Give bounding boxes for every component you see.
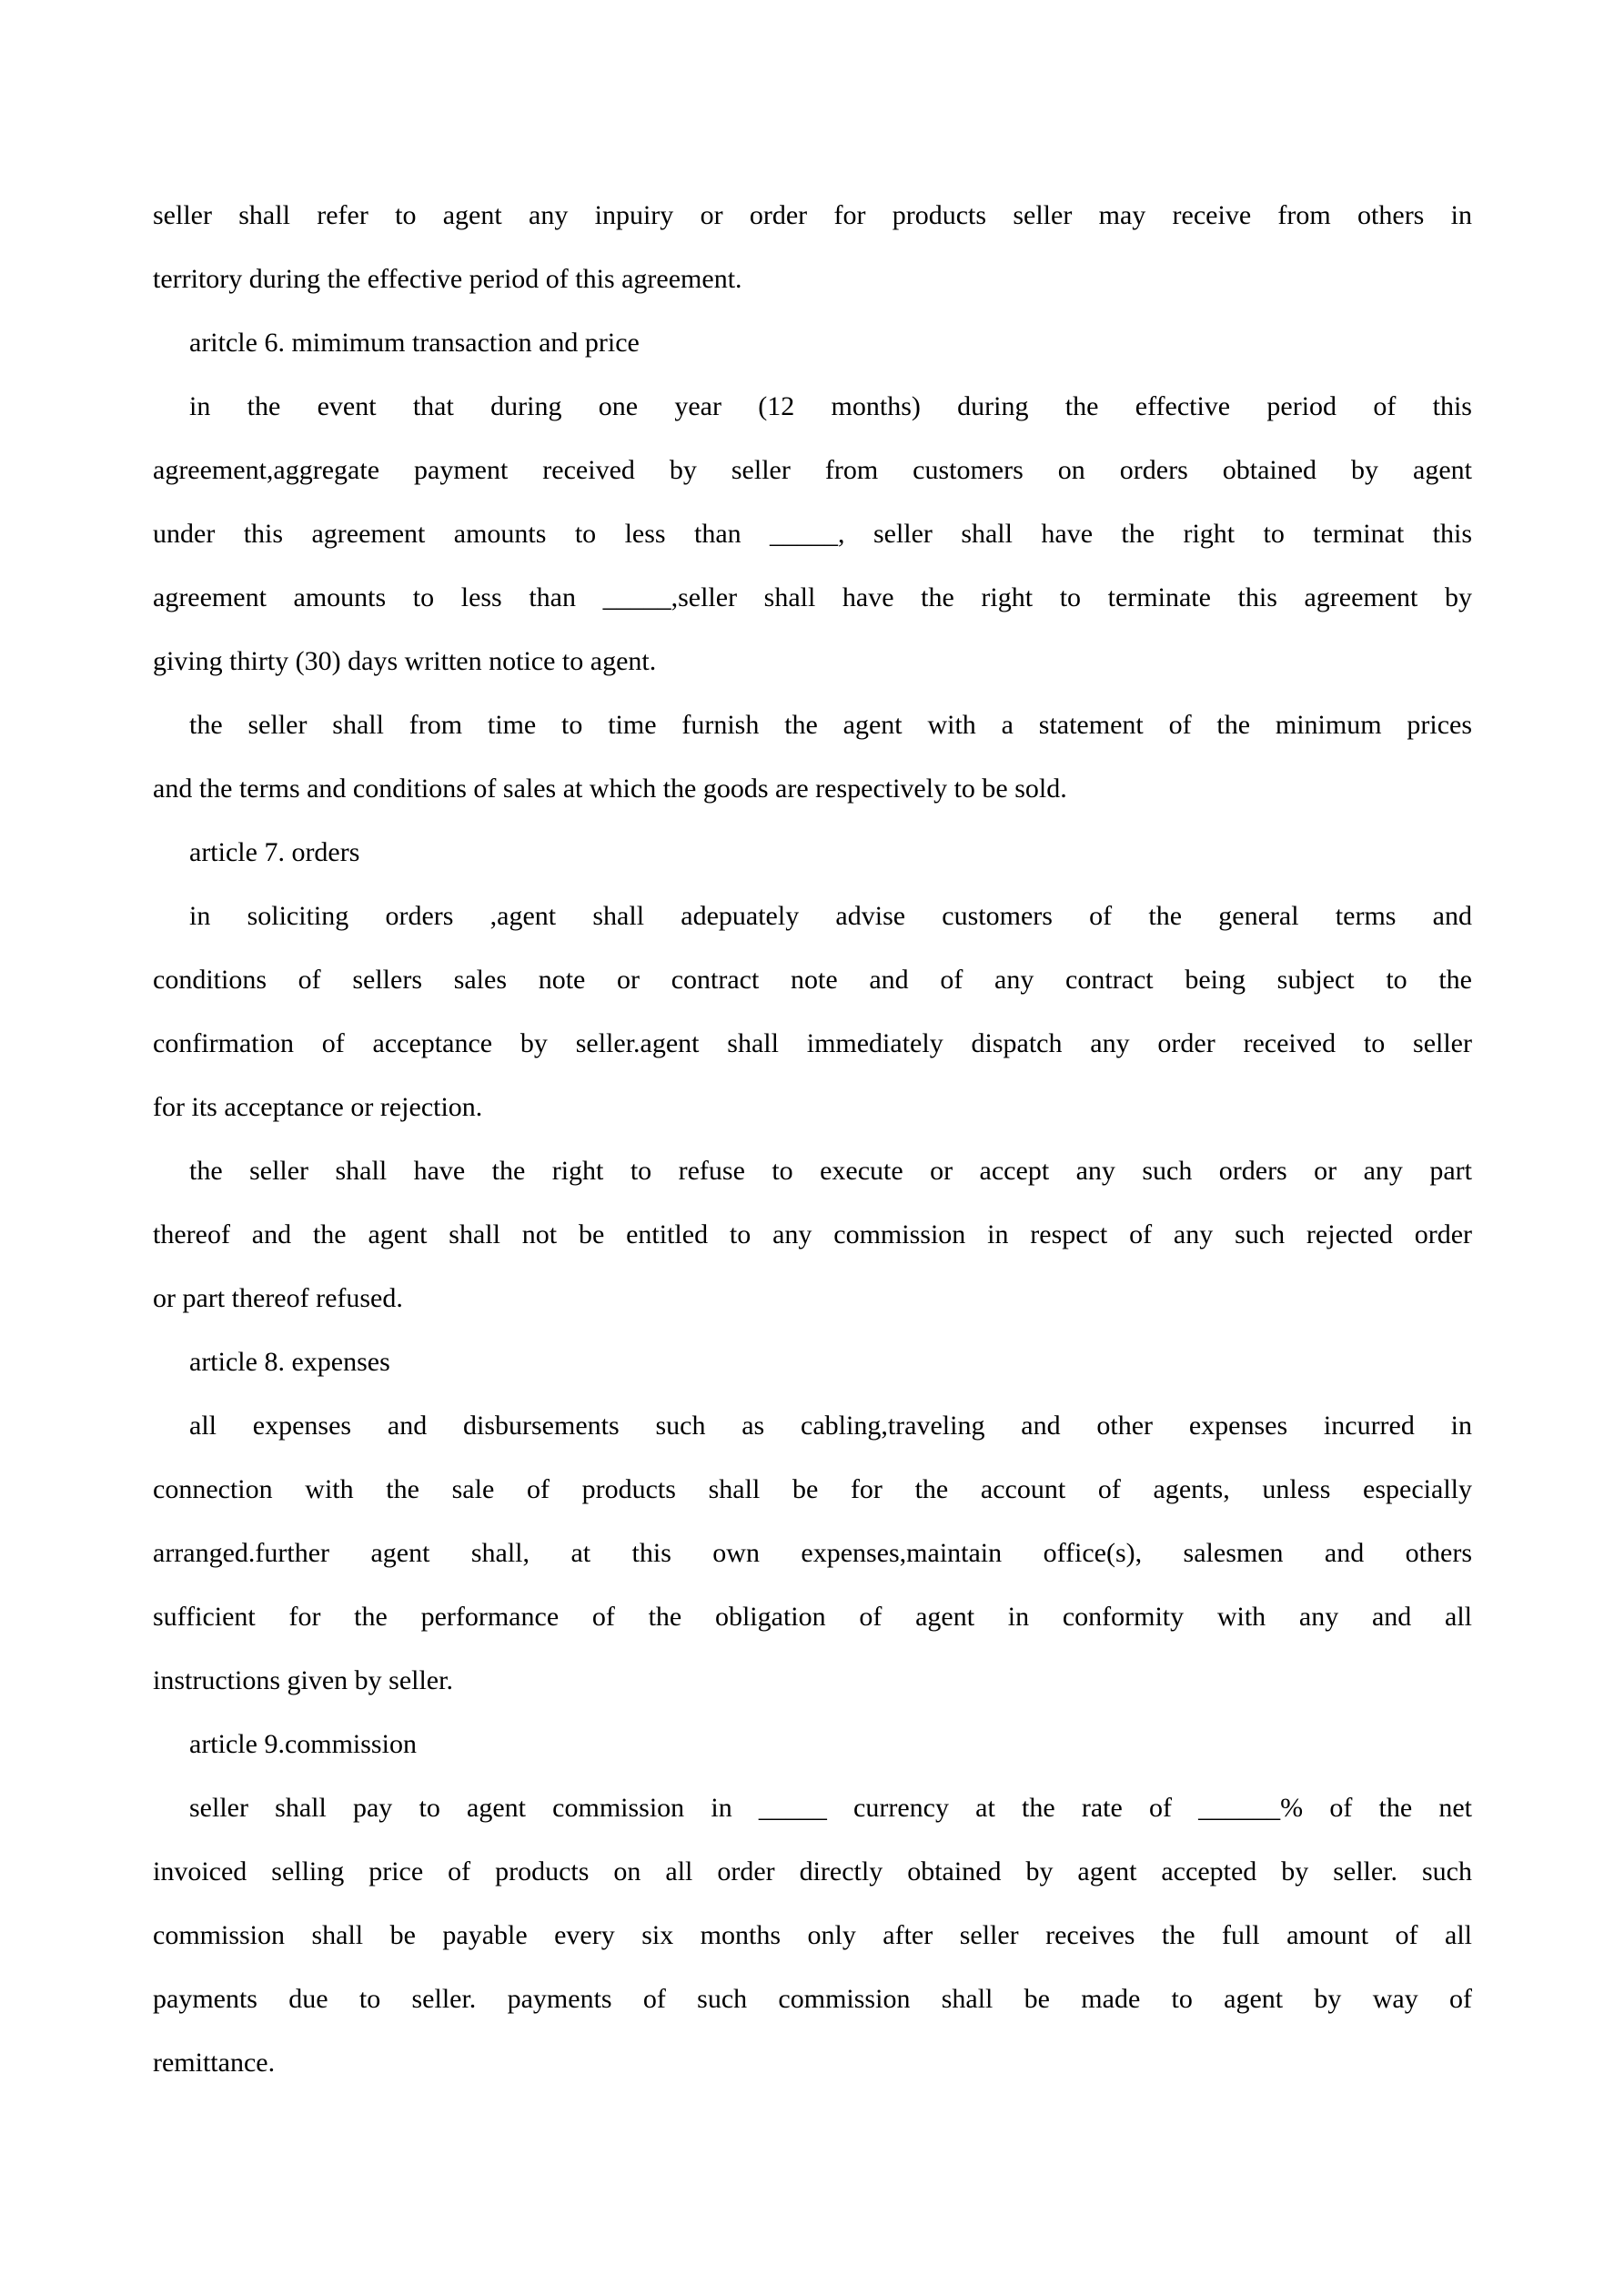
- text-line-16: the seller shall have the right to refuse to execute or accept any such orders or any part: [189, 1156, 1472, 1186]
- text-line-26: seller shall pay to agent commission in _____ currency at the rate of ______% of the net: [189, 1793, 1472, 1823]
- text-line-2: territory during the effective period of this agreement.: [153, 264, 742, 294]
- text-line-27: invoiced selling price of products on all order directly obtained by agent accepted by seller. such: [153, 1856, 1472, 1886]
- text-line-11: article 7. orders: [189, 837, 360, 867]
- text-line-20: all expenses and disbursements such as cabling,traveling and other expenses incurred in: [189, 1411, 1472, 1441]
- text-line-10: and the terms and conditions of sales at which the goods are respectively to be sold.: [153, 774, 1067, 804]
- text-line-30: remittance.: [153, 2048, 276, 2078]
- document-text-block: [153, 184, 1472, 2095]
- text-line-14: confirmation of acceptance by seller.agent shall immediately dispatch any order received to seller: [153, 1028, 1472, 1058]
- text-line-21: connection with the sale of products shall be for the account of agents, unless especially: [153, 1474, 1472, 1504]
- text-line-12: in soliciting orders ,agent shall adepuately advise customers of the general terms and: [189, 901, 1472, 931]
- text-line-3: aritcle 6. mimimum transaction and price: [189, 328, 640, 358]
- text-line-24: instructions given by seller.: [153, 1665, 453, 1695]
- text-line-23: sufficient for the performance of the obligation of agent in conformity with any and all: [153, 1602, 1472, 1632]
- text-line-25: article 9.commission: [189, 1729, 417, 1759]
- text-line-22: arranged.further agent shall, at this own expenses,maintain office(s), salesmen and others: [153, 1538, 1472, 1568]
- text-line-18: or part thereof refused.: [153, 1283, 403, 1313]
- text-line-29: payments due to seller. payments of such commission shall be made to agent by way of: [153, 1984, 1472, 2014]
- text-line-1: seller shall refer to agent any inpuiry or order for products seller may receive from others in: [153, 200, 1472, 230]
- text-line-6: under this agreement amounts to less than _____, seller shall have the right to terminat this: [153, 519, 1472, 549]
- text-line-7: agreement amounts to less than _____,seller shall have the right to terminate this agreement by: [153, 582, 1472, 612]
- text-line-19: article 8. expenses: [189, 1347, 390, 1377]
- text-line-17: thereof and the agent shall not be entitled to any commission in respect of any such rejected order: [153, 1219, 1472, 1249]
- text-line-9: the seller shall from time to time furnish the agent with a statement of the minimum prices: [189, 710, 1472, 740]
- text-line-5: agreement,aggregate payment received by seller from customers on orders obtained by agent: [153, 455, 1472, 485]
- text-line-15: for its acceptance or rejection.: [153, 1092, 483, 1122]
- text-line-4: in the event that during one year (12 months) during the effective period of this: [189, 391, 1472, 421]
- text-line-8: giving thirty (30) days written notice to agent.: [153, 646, 657, 676]
- text-line-13: conditions of sellers sales note or contract note and of any contract being subject to the: [153, 965, 1472, 995]
- text-line-28: commission shall be payable every six months only after seller receives the full amount of all: [153, 1920, 1472, 1950]
